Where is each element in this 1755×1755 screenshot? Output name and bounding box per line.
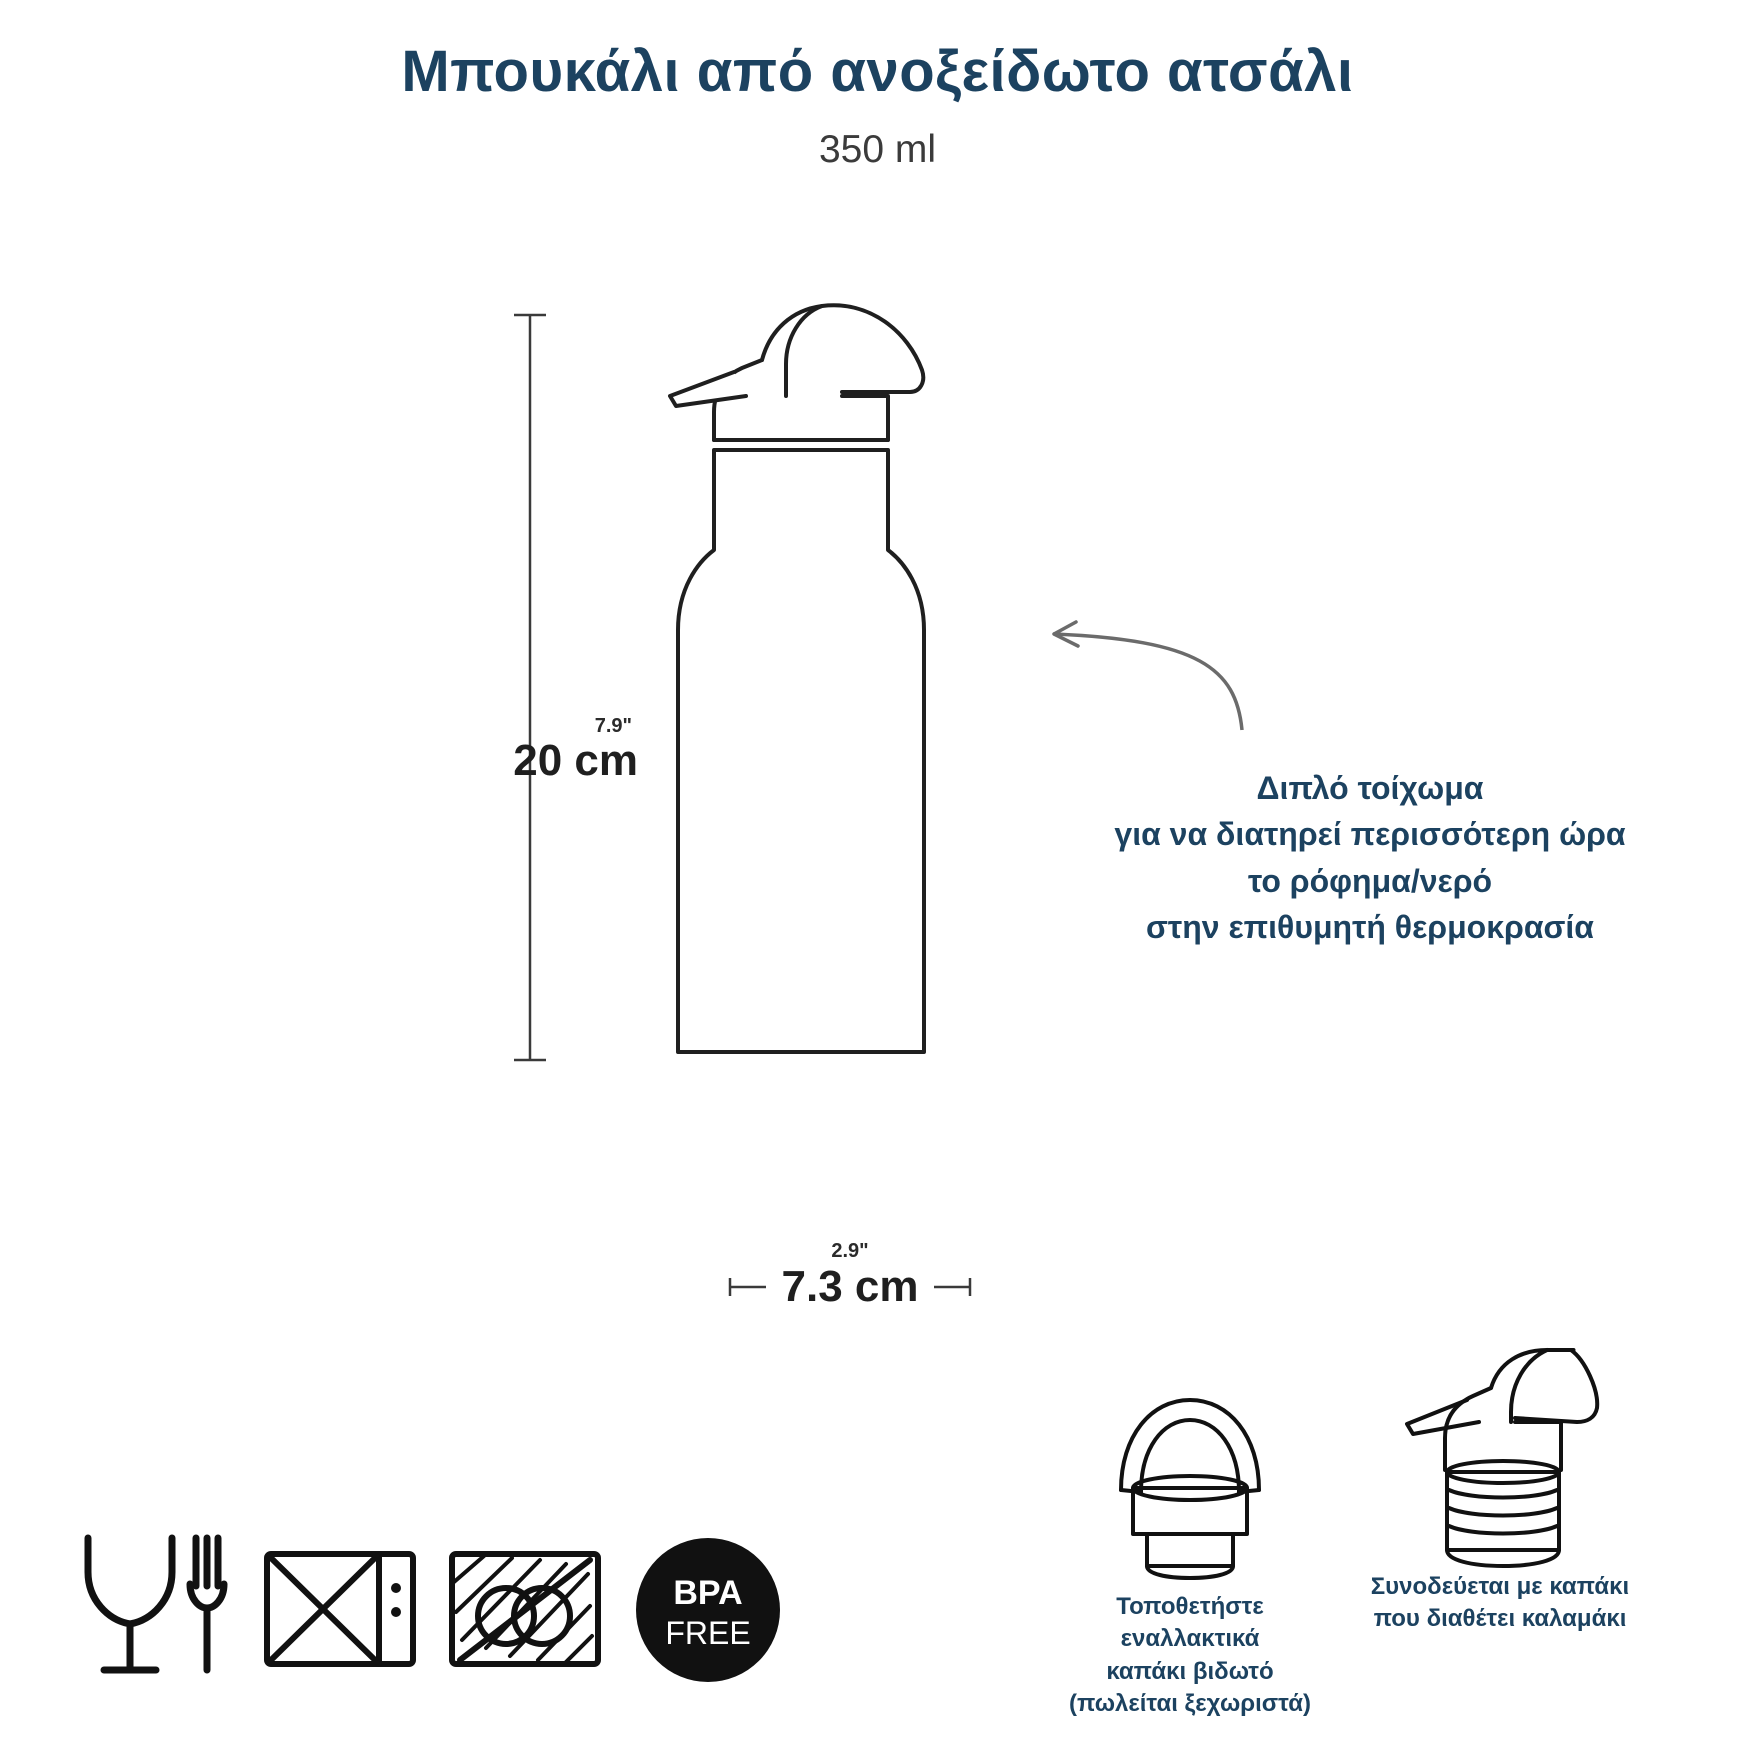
width-dimension-label xyxy=(700,1240,1000,1313)
straw-lid-caption xyxy=(1350,1571,1650,1636)
width-inch-value: 2.9" xyxy=(831,1240,869,1262)
height-dimension-line xyxy=(514,315,546,1060)
screw-lid-item xyxy=(1040,1370,1340,1721)
screw-lid-caption xyxy=(1040,1591,1340,1721)
double-wall-callout xyxy=(1020,765,1720,951)
callout-line-1: Διπλό τοίχωμα xyxy=(1256,770,1484,806)
screw-lid-caption-line-3: καπάκι βιδωτό xyxy=(1106,1657,1274,1685)
food-safe-glyph xyxy=(70,1520,240,1700)
callout-arrow-icon xyxy=(1030,610,1250,740)
bpa-free-glyph xyxy=(618,1520,798,1700)
screw-lid-icon xyxy=(1075,1370,1305,1585)
callout-line-4: στην επιθυμητή θερμοκρασία xyxy=(1146,909,1594,946)
care-icons-row xyxy=(70,1520,790,1710)
no-dishwasher-glyph xyxy=(440,1520,610,1700)
food-safe-icon xyxy=(70,1520,240,1700)
no-microwave-glyph xyxy=(255,1520,425,1700)
page-title: Μπουκάλι από ανοξείδωτο ατσάλι xyxy=(401,39,1354,104)
bottle-body-shape xyxy=(678,440,924,1052)
lids-section xyxy=(1040,1370,1680,1750)
straw-lid-icon xyxy=(1385,1350,1615,1575)
callout-line-2: για να διατηρεί περισσότερη ώρα xyxy=(1114,816,1626,853)
bottle-spout-shape xyxy=(670,305,923,440)
height-dimension-label xyxy=(498,715,638,785)
bpa-label-top: BPA xyxy=(673,1574,743,1612)
screw-lid-caption-line-1: Τοποθετήστε xyxy=(1116,1593,1264,1620)
no-microwave-icon xyxy=(255,1520,425,1700)
straw-lid-caption-line-2: που διαθέτει καλαμάκι xyxy=(1373,1605,1627,1633)
straw-lid-caption-line-1: Συνοδεύεται με καπάκι xyxy=(1370,1573,1630,1600)
height-inch-value: 7.9" xyxy=(594,715,632,737)
page-subtitle: 350 ml xyxy=(818,128,937,171)
bpa-free-icon xyxy=(618,1520,788,1700)
screw-lid-art xyxy=(1040,1370,1340,1585)
width-right-arrow-icon xyxy=(932,1274,972,1300)
straw-lid-art xyxy=(1350,1350,1650,1565)
screw-lid-caption-line-4: (πωλείται ξεχωριστά) xyxy=(1069,1690,1311,1718)
height-cm-value: 20 cm xyxy=(513,736,638,785)
straw-lid-item xyxy=(1350,1350,1650,1636)
no-dishwasher-icon xyxy=(440,1520,610,1700)
width-cm-value: 7.3 cm xyxy=(781,1262,919,1311)
callout-line-3: το ρόφημα/νερό xyxy=(1247,862,1493,899)
width-left-arrow-icon xyxy=(728,1274,768,1300)
bpa-label-bottom: FREE xyxy=(665,1615,751,1651)
screw-lid-caption-line-2: εναλλακτικά xyxy=(1120,1625,1260,1653)
